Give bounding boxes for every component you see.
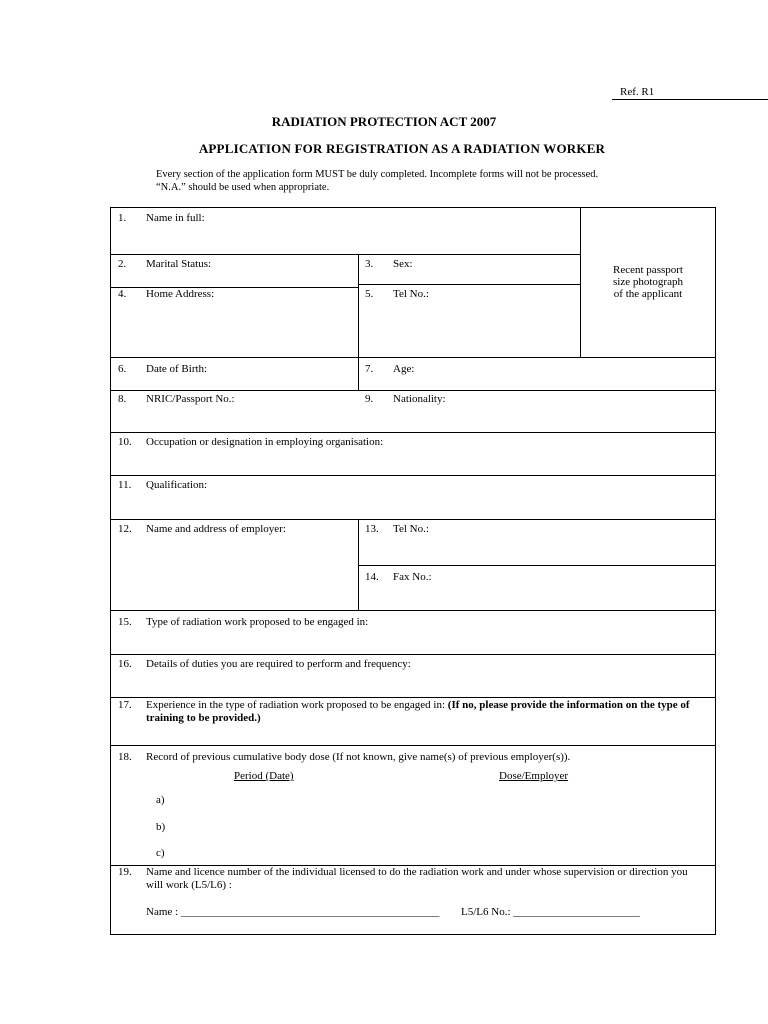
duties-field[interactable]: Details of duties you are required to perform and frequency: [146, 658, 411, 670]
nationality-field[interactable]: Nationality: [393, 393, 446, 405]
photo-text-3: of the applicant [613, 288, 683, 300]
date-of-birth-field[interactable]: Date of Birth: [146, 363, 208, 375]
column-divider [358, 519, 359, 610]
marital-status-field[interactable]: Marital Status: [146, 258, 212, 270]
row-divider [111, 654, 715, 655]
employer-fax-field[interactable]: Fax No.: [393, 571, 432, 583]
row-divider [111, 519, 715, 520]
period-column-header: Period (Date) [234, 770, 294, 782]
row-divider [111, 254, 580, 255]
row-divider [111, 390, 715, 391]
field-number: 19. [118, 866, 132, 878]
supervisor-label: Name and licence number of the individual licensed to do the radiation work and under whose supervision or direction you will work (L5/L6) : [146, 866, 688, 891]
field-number: 15. [118, 616, 132, 628]
field-number: 6. [118, 363, 127, 375]
row-divider [111, 432, 715, 433]
field-number: 10. [118, 436, 132, 448]
body-dose-record-label: Record of previous cumulative body dose (If not known, give name(s) of previous employer(s)). [146, 751, 571, 763]
field-number: 2. [118, 258, 127, 270]
column-divider [358, 254, 359, 390]
row-divider [111, 745, 715, 746]
nric-passport-field[interactable]: NRIC/Passport No.: [146, 393, 235, 405]
row-divider [111, 697, 715, 698]
dose-column-header: Dose/Employer [499, 770, 569, 782]
dose-entry-b[interactable]: b) [156, 821, 166, 833]
experience-field[interactable] [146, 699, 706, 725]
document-title: RADIATION PROTECTION ACT 2007 [271, 114, 497, 129]
experience-note: (If no, please provide the information on the type of training to be provided.) [146, 699, 690, 724]
qualification-field[interactable]: Qualification: [146, 479, 208, 491]
occupation-field[interactable]: Occupation or designation in employing organisation: [146, 436, 384, 448]
field-number: 16. [118, 658, 132, 670]
field-number: 5. [365, 288, 374, 300]
radiation-work-type-field[interactable]: Type of radiation work proposed to be engaged in: [146, 616, 369, 628]
home-address-field[interactable]: Home Address: [146, 288, 215, 300]
photo-text-1: Recent passport [613, 264, 683, 276]
field-number: 3. [365, 258, 374, 270]
field-number: 7. [365, 363, 374, 375]
photo-placeholder[interactable] [581, 264, 715, 300]
age-field[interactable]: Age: [393, 363, 415, 375]
instruction-line-2: “N.A.” should be used when appropriate. [156, 182, 330, 193]
instructions [156, 168, 598, 194]
row-divider [111, 475, 715, 476]
reference-underline [612, 99, 768, 100]
employer-tel-field[interactable]: Tel No.: [393, 523, 429, 535]
supervisor-name-field[interactable]: Name : _______________________________________________ [146, 906, 440, 918]
field-number: 8. [118, 393, 127, 405]
row-divider [358, 565, 715, 566]
field-number: 4. [118, 288, 127, 300]
employer-name-address-field[interactable]: Name and address of employer: [146, 523, 286, 535]
sex-field[interactable]: Sex: [393, 258, 413, 270]
field-number: 12. [118, 523, 132, 535]
field-number: 18. [118, 751, 132, 763]
reference-code: Ref. R1 [620, 86, 655, 98]
row-divider [358, 284, 580, 285]
full-name-field[interactable]: Name in full: [146, 212, 205, 224]
field-number: 9. [365, 393, 374, 405]
experience-label: Experience in the type of radiation work proposed to be engaged in: [146, 699, 446, 711]
document-subtitle: APPLICATION FOR REGISTRATION AS A RADIATION WORKER [198, 141, 606, 156]
field-number: 13. [365, 523, 379, 535]
home-tel-field[interactable]: Tel No.: [393, 288, 429, 300]
supervisor-licence-field[interactable]: L5/L6 No.: _______________________ [461, 906, 640, 918]
photo-text-2: size photograph [613, 276, 683, 288]
dose-entry-c[interactable]: c) [156, 847, 165, 859]
registration-form [110, 207, 716, 935]
instruction-line-1: Every section of the application form MUST be duly completed. Incomplete forms will not be processed. [156, 169, 599, 180]
field-number: 17. [118, 699, 132, 711]
row-divider [111, 357, 715, 358]
field-number: 1. [118, 212, 127, 224]
dose-entry-a[interactable]: a) [156, 794, 165, 806]
row-divider [111, 610, 715, 611]
field-number: 11. [118, 479, 132, 491]
field-number: 14. [365, 571, 379, 583]
